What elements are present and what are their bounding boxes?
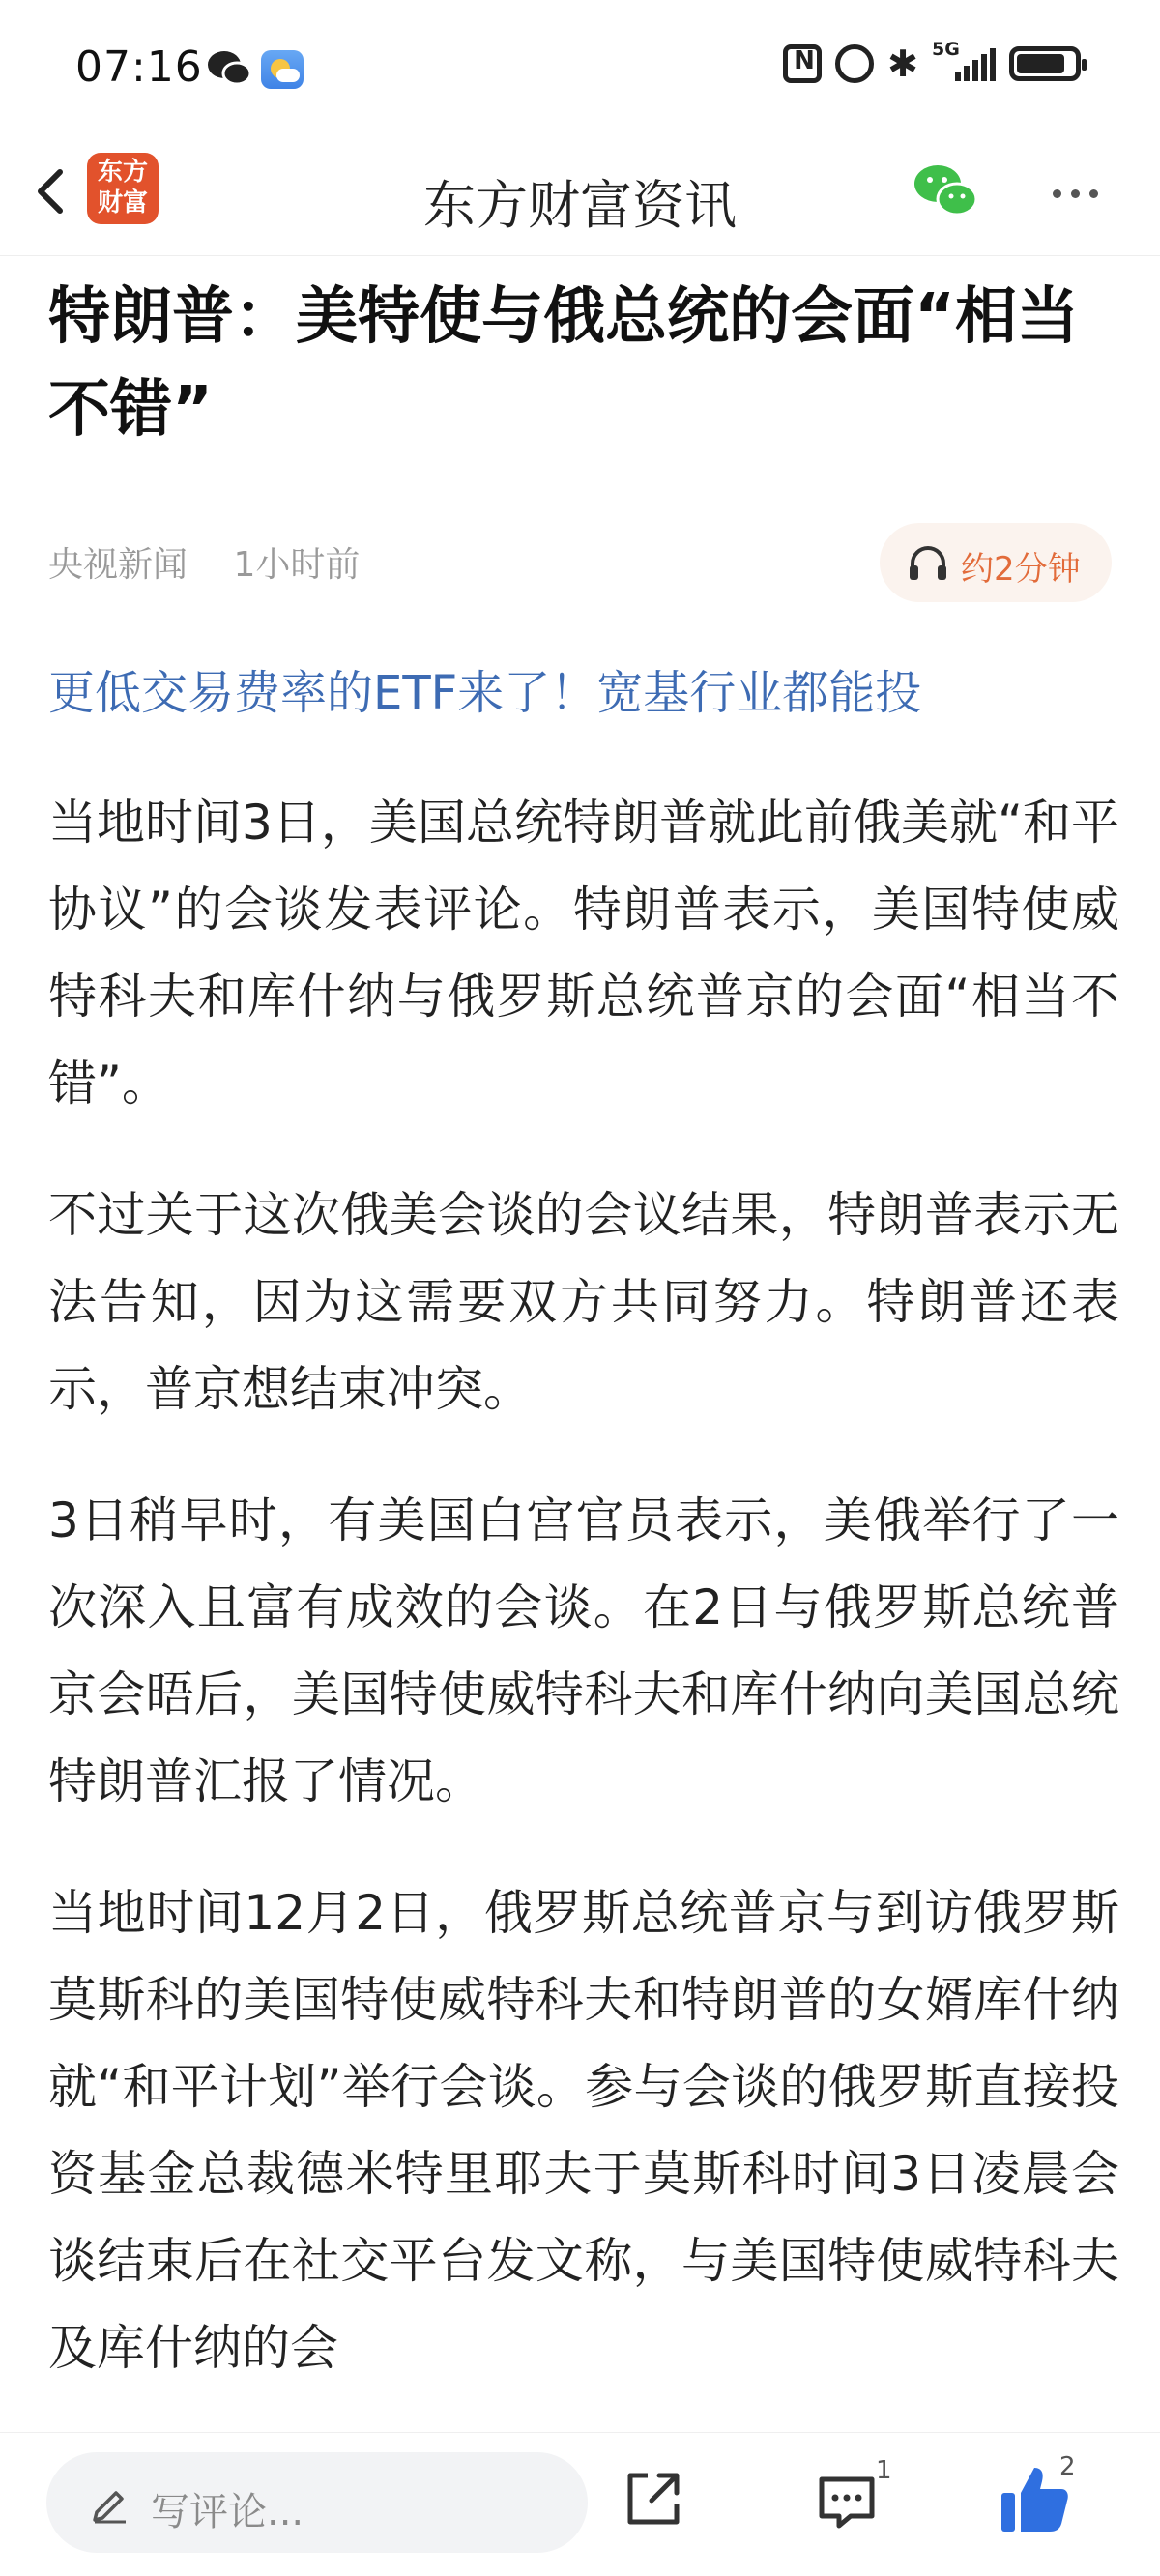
share-icon[interactable] [619,2464,688,2533]
network-type: 5G [932,39,960,60]
comment-input[interactable] [46,2452,588,2553]
bluetooth-icon: ✱ [887,43,918,85]
article-meta [48,537,360,587]
nav-title: 东方财富资讯 [423,175,737,236]
listen-button[interactable] [880,523,1112,602]
comment-count: 1 [876,2456,892,2485]
nfc-icon [783,44,822,83]
alarm-icon [835,44,874,83]
comment-icon[interactable] [812,2466,882,2535]
paragraph: 当地时间12月2日，俄罗斯总统普京与到访俄罗斯莫斯科的美国特使威特科夫和特朗普的女婿库什纳就“和平计划”举行会谈。参与会谈的俄罗斯直接投资基金总裁德米特里耶夫于莫斯科时间3日凌晨会谈结束后在社交平台发文称，与美国特使威特科夫及库什纳的会 [48,1885,1119,2376]
top-nav [0,135,1160,256]
more-icon[interactable] [1046,174,1104,213]
listen-label: 约2分钟 [961,550,1081,589]
like-fill-a [1001,2493,1015,2532]
headphones-icon [907,544,949,583]
article-title: 特朗普：美特使与俄总统的会面“相当不错” [48,281,1080,446]
paragraph: 3日稍早时，有美国白宫官员表示，美俄举行了一次深入且富有成效的会谈。在2日与俄罗斯总统普京会晤后，美国特使威特科夫和库什纳向美国总统特朗普汇报了情况。 [48,1492,1119,1809]
article-source[interactable]: 央视新闻 [48,545,188,585]
bottom-bar [0,2432,1160,2576]
pencil-icon [89,2481,131,2524]
promo-link[interactable]: 更低交易费率的ETF来了！宽基行业都能投 [48,666,922,720]
signal-icon [932,39,996,83]
system-icons [783,39,1081,85]
wechat-share-icon[interactable] [911,160,980,222]
paragraph: 当地时间3日，美国总统特朗普就此前俄美就“和平协议”的会谈发表评论。特朗普表示，美国特使威特科夫和库什纳与俄罗斯总统普京的会面“相当不错”。 [48,795,1119,1112]
status-time: 07:16 [75,43,203,92]
article-body [48,779,1119,2436]
battery-icon [1009,46,1081,81]
article-time: 1小时前 [233,545,361,585]
wechat-icon [206,48,252,87]
brand-logo: 东方 财富 [87,153,159,224]
status-bar [0,0,1160,135]
comment-placeholder: 写评论... [151,2490,304,2534]
back-arrow-icon[interactable] [21,157,91,226]
like-count: 2 [1059,2452,1076,2481]
battery-fill [1017,54,1064,73]
weather-icon [261,50,304,89]
paragraph: 不过关于这次俄美会谈的会议结果，特朗普表示无法告知，因为这需要双方共同努力。特朗普还表示，普京想结束冲突。 [48,1187,1119,1417]
